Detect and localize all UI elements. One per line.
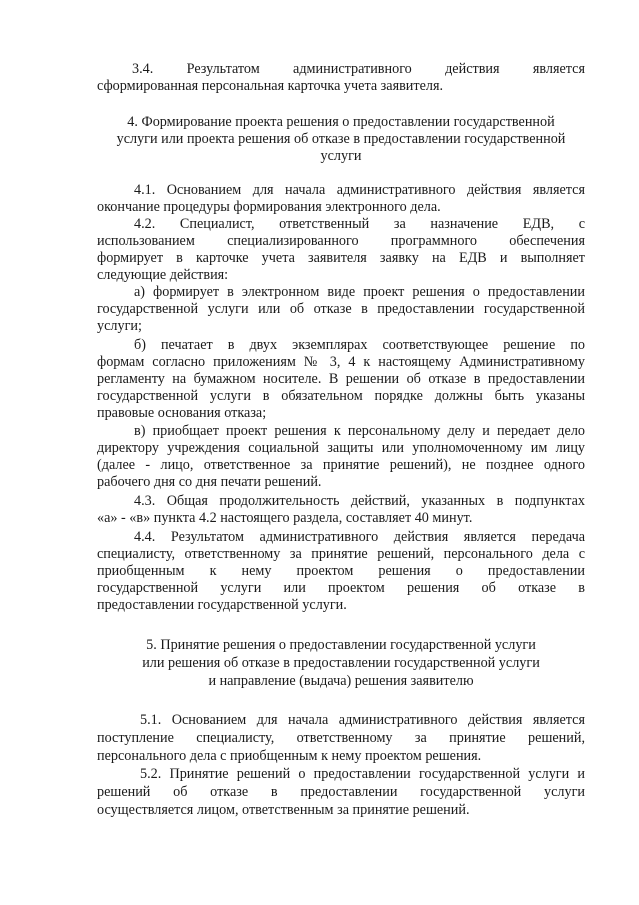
paragraph-5-1-line-3: персонального дела с приобщенным к нему проектом решения. [97, 748, 482, 764]
section-4-heading-line-2: услуги или проекта решения об отказе в предоставлении государственной [116, 131, 566, 147]
paragraph-5-2-line-3: осуществляется лицом, ответственным за принятие решений. [97, 802, 470, 818]
paragraph-4-4-line-2: специалисту, ответственному за принятие решений, персонального дела с [97, 546, 585, 562]
paragraph-4-2-a-line-1: а) формирует в электронном виде проект решения о предоставлении [134, 284, 585, 300]
paragraph-4-2-c-line-2: директору учреждения социальной защиты или уполномоченному им лицу [97, 440, 585, 456]
paragraph-4-2-a-line-3: услуги; [97, 318, 142, 334]
paragraph-4-2-c-line-3: (далее - лицо, ответственное за принятие решений), не позднее одного [97, 457, 585, 473]
paragraph-5-2-line-1: 5.2. Принятие решений о предоставлении государственной услуги и [140, 766, 585, 782]
section-5-heading-line-2: или решения об отказе в предоставлении государственной услуги [142, 655, 540, 671]
paragraph-5-1-line-2: поступление специалисту, ответственному за принятие решений, [97, 730, 585, 746]
paragraph-4-3-line-1: 4.3. Общая продолжительность действий, указанных в подпунктах [134, 493, 585, 509]
paragraph-5-2-line-2: решений об отказе в предоставлении государственной услуги [97, 784, 585, 800]
paragraph-4-2-line-1: 4.2. Специалист, ответственный за назначение ЕДВ, с [134, 216, 585, 232]
paragraph-4-2-c-line-1: в) приобщает проект решения к персональному делу и передает дело [134, 423, 585, 439]
paragraph-4-2-c-line-4: рабочего дня со дня печати решений. [97, 474, 322, 490]
paragraph-4-4-line-3: приобщенным к нему проектом решения о предоставлении [97, 563, 585, 579]
paragraph-4-2-a-line-2: государственной услуги или об отказе в предоставлении государственной [97, 301, 585, 317]
paragraph-3-4-line-1: 3.4. Результатом административного действия является [132, 61, 585, 77]
paragraph-4-1-line-2: окончание процедуры формирования электронного дела. [97, 199, 441, 215]
paragraph-3-4-line-2: сформированная персональная карточка учета заявителя. [97, 78, 444, 94]
paragraph-4-2-b-line-2: формам согласно приложениям № 3, 4 к настоящему Административному [97, 354, 585, 370]
section-5-heading-line-1: 5. Принятие решения о предоставлении государственной услуги [146, 637, 536, 653]
paragraph-4-1-line-1: 4.1. Основанием для начала административного действия является [134, 182, 585, 198]
paragraph-4-2-line-4: следующие действия: [97, 267, 229, 283]
paragraph-4-2-line-3: формирует в карточке учета заявителя заявку на ЕДВ и выполняет [97, 250, 585, 266]
paragraph-4-3-line-2: «а» - «в» пункта 4.2 настоящего раздела, составляет 40 минут. [97, 510, 473, 526]
section-5-heading-line-3: и направление (выдача) решения заявителю [208, 673, 474, 689]
paragraph-4-2-b-line-1: б) печатает в двух экземплярах соответствующее решение по [134, 337, 585, 353]
paragraph-4-4-line-4: государственной услуги или проектом решения об отказе в [97, 580, 585, 596]
paragraph-4-2-b-line-5: правовые основания отказа; [97, 405, 267, 421]
section-4-heading-line-3: услуги [320, 148, 362, 164]
paragraph-4-2-b-line-4: государственной услуги в обязательном порядке должны быть указаны [97, 388, 585, 404]
section-4-heading-line-1: 4. Формирование проекта решения о предоставлении государственной [127, 114, 555, 130]
paragraph-4-2-line-2: использованием специализированного программного обеспечения [97, 233, 585, 249]
paragraph-5-1-line-1: 5.1. Основанием для начала административного действия является [140, 712, 585, 728]
paragraph-4-4-line-1: 4.4. Результатом административного действия является передача [134, 529, 585, 545]
paragraph-4-4-line-5: предоставлении государственной услуги. [97, 597, 347, 613]
paragraph-4-2-b-line-3: регламенту на бумажном носителе. В решении об отказе в предоставлении [97, 371, 585, 387]
